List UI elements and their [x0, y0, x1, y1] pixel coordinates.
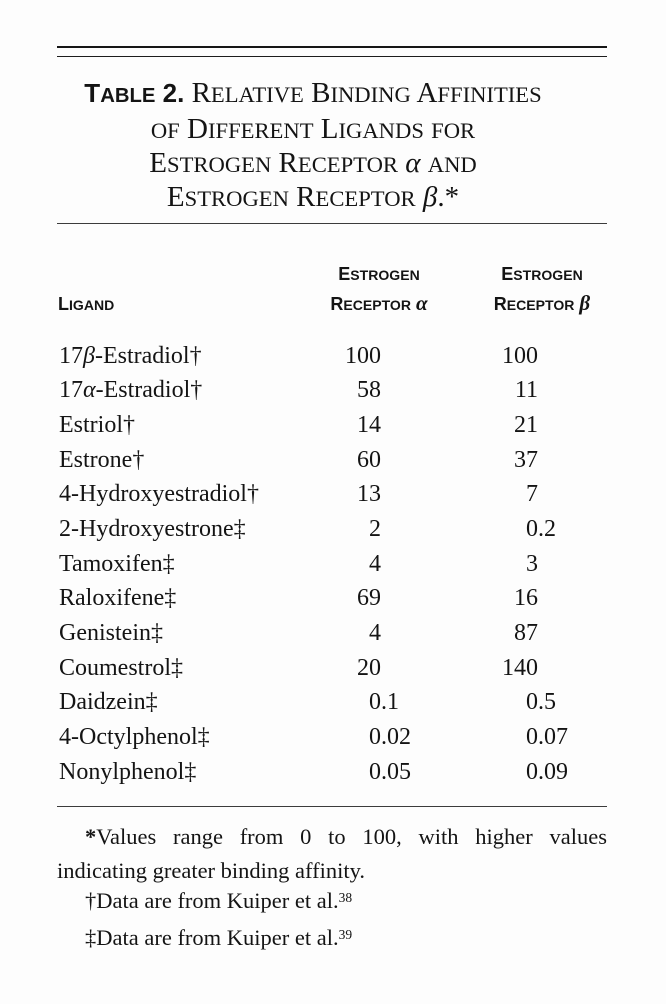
- table-row: 4-Hydroxyestradiol† 13 7: [57, 477, 607, 512]
- table-row: Raloxifene‡ 69 16: [57, 581, 607, 616]
- table-row: Coumestrol‡ 20 140: [57, 651, 607, 686]
- ligand-name: 4-Octylphenol‡: [59, 724, 210, 751]
- table-row: 4-Octylphenol‡ 0 .02 0 .07: [57, 720, 607, 755]
- table-row: Tamoxifen‡ 4 3: [57, 547, 607, 582]
- table-row: Nonylphenol‡ 0 .05 0 .09: [57, 755, 607, 790]
- ligand-name: Estrone†: [59, 446, 145, 473]
- ligand-name: 2-Hydroxyestrone‡: [59, 515, 246, 542]
- footnote-dagger: [57, 884, 607, 918]
- table-header-row: [57, 264, 607, 319]
- ligand-name: Coumestrol‡: [59, 654, 183, 681]
- top-double-rule: [57, 46, 607, 57]
- footnote-double-dagger: [57, 921, 607, 955]
- column-header-er-alpha: [330, 260, 427, 319]
- asterisk-symbol: *: [85, 824, 97, 849]
- table-row: 2-Hydroxyestrone‡ 2 0 .2: [57, 512, 607, 547]
- table-title-line: [57, 77, 569, 113]
- table-row: Daidzein‡ 0 .1 0 .5: [57, 685, 607, 720]
- citation-superscript: 39: [338, 926, 353, 942]
- footnote-text: Data are from Kuiper et al.: [96, 925, 339, 950]
- ligand-name: Tamoxifen‡: [59, 550, 175, 577]
- ligand-name: Genistein‡: [59, 620, 163, 646]
- double-dagger-symbol: ‡: [85, 925, 97, 950]
- table-row: Estriol† 14 21: [57, 408, 607, 443]
- table-title-text: RELATIVE BINDING AFFINITIES: [184, 77, 542, 109]
- table-row: 17β-Estradiol† 100 100: [57, 339, 607, 374]
- ligand-name: 17β-Estradiol†: [59, 342, 202, 369]
- table-title-line: ESTROGEN RECEPTOR β.*: [166, 181, 460, 213]
- column-header-line: RECEPTOR α: [330, 290, 428, 315]
- footnotes: [57, 820, 607, 955]
- table-row: 17α-Estradiol† 58 11: [57, 373, 607, 408]
- ligand-name: 17α-Estradiol†: [59, 377, 203, 404]
- column-header-er-beta: [494, 260, 590, 319]
- table-bottom-rule: [57, 806, 607, 807]
- footnote-text: Values range from 0 to 100, with higher values indicating greater binding affinity.: [57, 824, 607, 883]
- table-number-label: TABLE 2.: [84, 78, 185, 108]
- table-title-line: ESTROGEN RECEPTOR α AND: [149, 147, 477, 179]
- ligand-name: Daidzein‡: [59, 689, 158, 716]
- header-top-rule: [57, 223, 607, 224]
- table-row: Genistein‡ 4 87: [57, 616, 607, 651]
- ligand-name: Estriol†: [59, 411, 135, 438]
- column-header-line: ESTROGEN: [338, 263, 420, 284]
- footnote-values-range: [57, 820, 607, 888]
- column-header-ligand: LIGAND: [58, 293, 115, 314]
- column-header-line: ESTROGEN: [501, 263, 583, 284]
- dagger-symbol: †: [85, 887, 97, 913]
- table-body: [57, 339, 607, 790]
- table-title-line: OF DIFFERENT LIGANDS FOR: [150, 113, 476, 145]
- citation-superscript: 38: [338, 889, 353, 905]
- table-title: [57, 77, 607, 215]
- ligand-name: Raloxifene‡: [59, 585, 177, 612]
- ligand-name: Nonylphenol‡: [59, 758, 197, 785]
- column-header-line: RECEPTOR β: [493, 290, 591, 315]
- footnote-text: Data are from Kuiper et al.: [96, 887, 339, 913]
- ligand-name: 4-Hydroxyestradiol†: [59, 481, 259, 508]
- table-row: Estrone† 60 37: [57, 443, 607, 478]
